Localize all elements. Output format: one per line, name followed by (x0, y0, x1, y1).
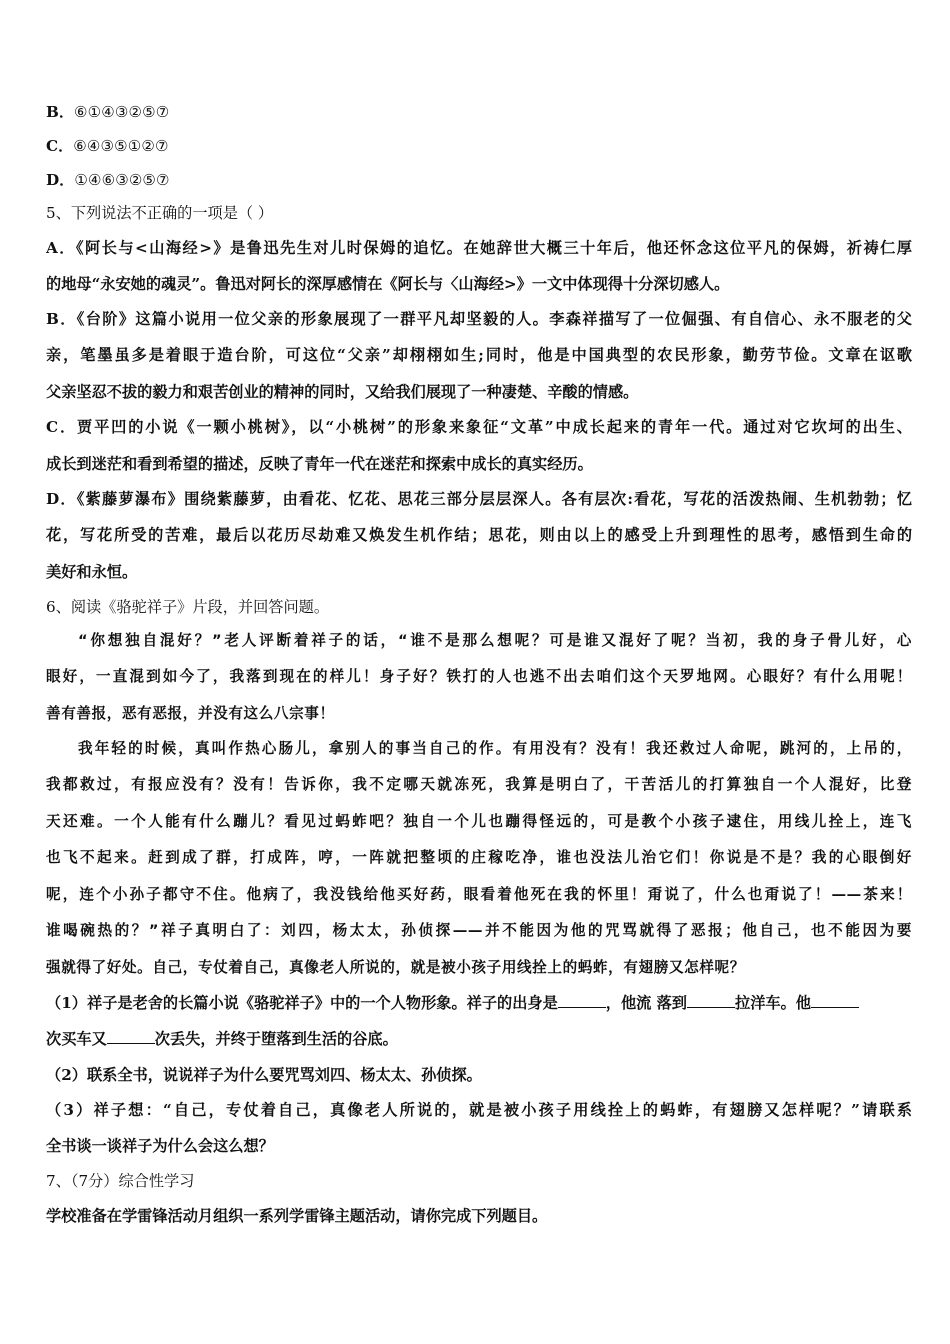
option-text: ⑥①④③②⑤⑦ (74, 103, 170, 121)
answer-blank-place[interactable] (687, 992, 735, 1008)
q6-sub3-line2: 全书谈一谈祥子为什么会这么想？ (46, 1137, 274, 1155)
q5-option-d-line1: D．《紫藤萝瀑布》围绕紫藤萝，由看花、忆花、思花三部分层层深人。各有层次:看花，写花的活泼热闹、生机勃勃；忆 (46, 490, 912, 508)
q6-sub1-text-a: （1）祥子是老舍的长篇小说《骆驼祥子》中的一个人物形象。祥子的出身是 (46, 994, 558, 1012)
q6-passage-p2-line5: 呢，连个小孙子都守不住。他病了，我没钱给他买好药，眼看着他死在我的怀里！甭说了，什么也甭说了！——茶来！ (46, 886, 912, 903)
option-text: ①④⑥③②⑤⑦ (74, 171, 170, 189)
option-b-prev (46, 101, 912, 123)
option-letter: D． (46, 171, 75, 189)
q6-passage-p2-line2: 我都救过，有报应没有？没有！告诉你，我不定哪天就冻死，我算是明白了，干苦活儿的打算独自一个人混好，比登 (46, 776, 912, 793)
q6-passage-p1-line1: “你想独自混好？”老人评断着祥子的话，“谁不是那么想呢？可是谁又混好了呢？当初，我的身子骨儿好，心 (78, 632, 912, 649)
q6-passage-p2-line3: 天还难。一个人能有什么蹦儿？看见过蚂蚱吧？独自一个儿也蹦得怪远的，可是教个小孩子逮住，用线儿拴上，连飞 (46, 813, 912, 830)
option-c-prev (46, 135, 912, 157)
q5-option-b-line1: B．《台阶》这篇小说用一位父亲的形象展现了一群平凡却坚毅的人。李森祥描写了一位倔强、有自信心、永不服老的父 (46, 310, 912, 328)
q6-passage-p2-line1: 我年轻的时候，真叫作热心肠儿，拿别人的事当自己的作。有用没有？没有！我还救过人命呢，跳河的，上吊的， (78, 740, 912, 757)
q6-passage-p2-line7: 强就得了好处。自己，专仗着自己，真像老人所说的，就是被小孩子用线拴上的蚂蚱，有翅膀又怎样呢？ (46, 959, 745, 976)
q5-stem: 5、下列说法不正确的一项是（ ） (46, 204, 274, 222)
q6-sub1-text-d: 次买车又 (46, 1030, 107, 1048)
option-letter: C． (46, 137, 74, 155)
q6-sub3-line1: （3）祥子想：“自己，专仗着自己，真像老人所说的，就是被小孩子用线拴上的蚂蚱，有翅膀又怎样呢？”请联系 (46, 1101, 912, 1119)
q5-option-d-line2: 花，写花所受的苦难，最后以花历尽劫难又焕发生机作结；思花，则由以上的感受上升到理性的思考，感悟到生命的 (46, 526, 912, 544)
q6-passage-p2-line4: 也飞不起来。赶到成了群，打成阵，哼，一阵就把整顷的庄稼吃净，谁也没法儿治它们！你说是不是？我的心眼倒好 (46, 849, 912, 866)
q6-stem: 6、阅读《骆驼祥子》片段，并回答问题。 (46, 598, 330, 616)
option-text: ⑥④③⑤①②⑦ (73, 137, 169, 155)
q5-option-c-line1: C．贾平凹的小说《一颗小桃树》，以“小桃树”的形象来象征“文革”中成长起来的青年一代。通过对它坎坷的出生、 (46, 418, 912, 436)
q6-sub1-line1 (46, 992, 912, 1014)
q5-option-a-line2: 的地母“永安她的魂灵”。鲁迅对阿长的深厚感情在《阿长与〈山海经>》一文中体现得十分深切感人。 (46, 275, 730, 293)
q6-sub1-text-b: ，他流 落到 (605, 994, 687, 1012)
q7-intro: 学校准备在学雷锋活动月组织一系列学雷锋主题活动，请你完成下列题目。 (46, 1207, 548, 1225)
answer-blank-bought-count[interactable] (811, 992, 859, 1008)
answer-blank-origin[interactable] (558, 992, 606, 1008)
q5-option-d-line3: 美好和永恒。 (46, 563, 138, 581)
q6-passage-p1-line2: 眼好，一直混到如今了，我落到现在的样儿！身子好？铁打的人也逃不出去咱们这个天罗地网。心眼好？有什么用呢！ (46, 668, 912, 685)
q6-sub2: （2）联系全书，说说祥子为什么要咒骂刘四、杨太太、孙侦探。 (46, 1066, 482, 1084)
q6-sub1-text-c: 拉洋车。他 (735, 994, 811, 1012)
answer-blank-lost-count[interactable] (107, 1028, 155, 1044)
q6-sub1-text-e: 次丢失，并终于堕落到生活的谷底。 (154, 1030, 398, 1048)
q5-option-b-line3: 父亲坚忍不拔的毅力和艰苦创业的精神的同时，又给我们展现了一种凄楚、辛酸的情感。 (46, 383, 639, 401)
q5-option-c-line2: 成长到迷茫和看到希望的描述，反映了青年一代在迷茫和探索中成长的真实经历。 (46, 455, 593, 473)
q6-passage-p1-line3: 善有善报，恶有恶报，并没有这么八宗事！ (46, 705, 335, 722)
q7-stem: 7、（7分）综合性学习 (46, 1172, 195, 1190)
q5-option-a-line1: A．《阿长与<山海经>》是鲁迅先生对儿时保姆的追忆。在她辞世大概三十年后，他还怀念这位平凡的保姆，祈祷仁厚 (46, 239, 912, 257)
q6-sub1-line2 (46, 1028, 912, 1050)
option-letter: B． (46, 103, 75, 121)
q6-passage-p2-line6: 谁喝碗热的？”祥子真明白了：刘四，杨太太，孙侦探——并不能因为他的咒骂就得了恶报；他自己，也不能因为要 (46, 922, 912, 939)
option-d-prev (46, 169, 912, 191)
q5-option-b-line2: 亲，笔墨虽多是着眼于造台阶，可这位“父亲”却栩栩如生;同时，他是中国典型的农民形象，勤劳节俭。文章在讴歌 (46, 346, 912, 364)
